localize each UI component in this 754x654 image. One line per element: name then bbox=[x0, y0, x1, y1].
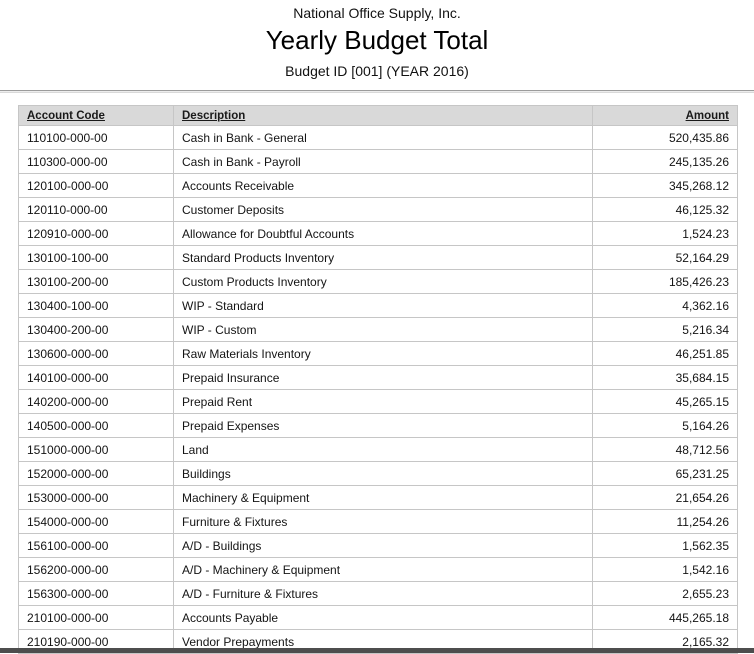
column-header-description-label: Description bbox=[182, 109, 246, 122]
column-header-amount[interactable] bbox=[593, 106, 738, 126]
cell-account-code: 140100-000-00 bbox=[19, 366, 174, 390]
cell-account-code: 130400-200-00 bbox=[19, 318, 174, 342]
cell-account-code: 210100-000-00 bbox=[19, 606, 174, 630]
cell-account-code: 156200-000-00 bbox=[19, 558, 174, 582]
budget-table bbox=[18, 105, 738, 654]
cell-description: Land bbox=[174, 438, 593, 462]
cell-description: Cash in Bank - Payroll bbox=[174, 150, 593, 174]
column-header-account-code-label: Account Code bbox=[27, 109, 105, 122]
cell-amount: 45,265.15 bbox=[593, 390, 738, 414]
cell-account-code: 152000-000-00 bbox=[19, 462, 174, 486]
cell-description: Standard Products Inventory bbox=[174, 246, 593, 270]
table-row bbox=[19, 342, 738, 366]
cell-description: A/D - Buildings bbox=[174, 534, 593, 558]
cell-account-code: 210190-000-00 bbox=[19, 630, 174, 654]
cell-amount: 5,216.34 bbox=[593, 318, 738, 342]
table-row bbox=[19, 582, 738, 606]
cell-amount: 345,268.12 bbox=[593, 174, 738, 198]
cell-description: Furniture & Fixtures bbox=[174, 510, 593, 534]
cell-account-code: 110100-000-00 bbox=[19, 126, 174, 150]
cell-description: Raw Materials Inventory bbox=[174, 342, 593, 366]
table-row bbox=[19, 222, 738, 246]
table-row bbox=[19, 414, 738, 438]
cell-account-code: 130100-100-00 bbox=[19, 246, 174, 270]
cell-account-code: 130600-000-00 bbox=[19, 342, 174, 366]
cell-amount: 21,654.26 bbox=[593, 486, 738, 510]
cell-account-code: 151000-000-00 bbox=[19, 438, 174, 462]
table-row bbox=[19, 366, 738, 390]
table-row bbox=[19, 462, 738, 486]
cell-amount: 2,165.32 bbox=[593, 630, 738, 654]
cell-description: Cash in Bank - General bbox=[174, 126, 593, 150]
report-title: Yearly Budget Total bbox=[265, 25, 489, 55]
cell-account-code: 156100-000-00 bbox=[19, 534, 174, 558]
cell-account-code: 140500-000-00 bbox=[19, 414, 174, 438]
cell-account-code: 154000-000-00 bbox=[19, 510, 174, 534]
cell-description: Buildings bbox=[174, 462, 593, 486]
table-row bbox=[19, 558, 738, 582]
cell-amount: 65,231.25 bbox=[593, 462, 738, 486]
cell-description: A/D - Furniture & Fixtures bbox=[174, 582, 593, 606]
cell-amount: 2,655.23 bbox=[593, 582, 738, 606]
table-row bbox=[19, 486, 738, 510]
cell-amount: 46,125.32 bbox=[593, 198, 738, 222]
table-row bbox=[19, 150, 738, 174]
company-name: National Office Supply, Inc. bbox=[293, 5, 461, 21]
cell-account-code: 140200-000-00 bbox=[19, 390, 174, 414]
table-row bbox=[19, 438, 738, 462]
cell-account-code: 110300-000-00 bbox=[19, 150, 174, 174]
cell-amount: 1,562.35 bbox=[593, 534, 738, 558]
cell-amount: 5,164.26 bbox=[593, 414, 738, 438]
table-row bbox=[19, 510, 738, 534]
cell-description: Prepaid Insurance bbox=[174, 366, 593, 390]
table-row bbox=[19, 534, 738, 558]
cell-amount: 185,426.23 bbox=[593, 270, 738, 294]
cell-description: Accounts Receivable bbox=[174, 174, 593, 198]
column-header-account-code[interactable] bbox=[19, 106, 174, 126]
table-row bbox=[19, 270, 738, 294]
cell-description: WIP - Custom bbox=[174, 318, 593, 342]
cell-description: Vendor Prepayments bbox=[174, 630, 593, 654]
table-header-row bbox=[19, 106, 738, 126]
cell-description: Machinery & Equipment bbox=[174, 486, 593, 510]
cell-account-code: 120110-000-00 bbox=[19, 198, 174, 222]
cell-description: Customer Deposits bbox=[174, 198, 593, 222]
cell-amount: 48,712.56 bbox=[593, 438, 738, 462]
cell-amount: 1,542.16 bbox=[593, 558, 738, 582]
column-header-amount-label: Amount bbox=[685, 109, 729, 122]
cell-description: Prepaid Expenses bbox=[174, 414, 593, 438]
cell-amount: 52,164.29 bbox=[593, 246, 738, 270]
table-row bbox=[19, 318, 738, 342]
cell-description: Accounts Payable bbox=[174, 606, 593, 630]
cell-account-code: 156300-000-00 bbox=[19, 582, 174, 606]
table-row bbox=[19, 126, 738, 150]
cell-account-code: 120910-000-00 bbox=[19, 222, 174, 246]
cell-amount: 11,254.26 bbox=[593, 510, 738, 534]
table-row bbox=[19, 174, 738, 198]
table-row bbox=[19, 606, 738, 630]
table-row bbox=[19, 198, 738, 222]
cell-amount: 445,265.18 bbox=[593, 606, 738, 630]
cell-description: Allowance for Doubtful Accounts bbox=[174, 222, 593, 246]
cell-description: WIP - Standard bbox=[174, 294, 593, 318]
table-body bbox=[19, 126, 738, 654]
header-separator bbox=[0, 90, 754, 93]
table-row bbox=[19, 390, 738, 414]
table-row bbox=[19, 246, 738, 270]
cell-description: A/D - Machinery & Equipment bbox=[174, 558, 593, 582]
column-header-description[interactable] bbox=[174, 106, 593, 126]
cell-amount: 35,684.15 bbox=[593, 366, 738, 390]
cell-account-code: 130100-200-00 bbox=[19, 270, 174, 294]
cell-amount: 520,435.86 bbox=[593, 126, 738, 150]
cell-description: Prepaid Rent bbox=[174, 390, 593, 414]
cell-amount: 1,524.23 bbox=[593, 222, 738, 246]
cell-amount: 4,362.16 bbox=[593, 294, 738, 318]
cell-account-code: 130400-100-00 bbox=[19, 294, 174, 318]
cell-amount: 245,135.26 bbox=[593, 150, 738, 174]
cell-account-code: 153000-000-00 bbox=[19, 486, 174, 510]
report-header bbox=[0, 0, 754, 79]
cell-amount: 46,251.85 bbox=[593, 342, 738, 366]
window-bottom-edge bbox=[0, 648, 754, 653]
cell-account-code: 120100-000-00 bbox=[19, 174, 174, 198]
table-row bbox=[19, 294, 738, 318]
table-header bbox=[19, 106, 738, 126]
report-subtitle: Budget ID [001] (YEAR 2016) bbox=[285, 63, 469, 79]
cell-description: Custom Products Inventory bbox=[174, 270, 593, 294]
